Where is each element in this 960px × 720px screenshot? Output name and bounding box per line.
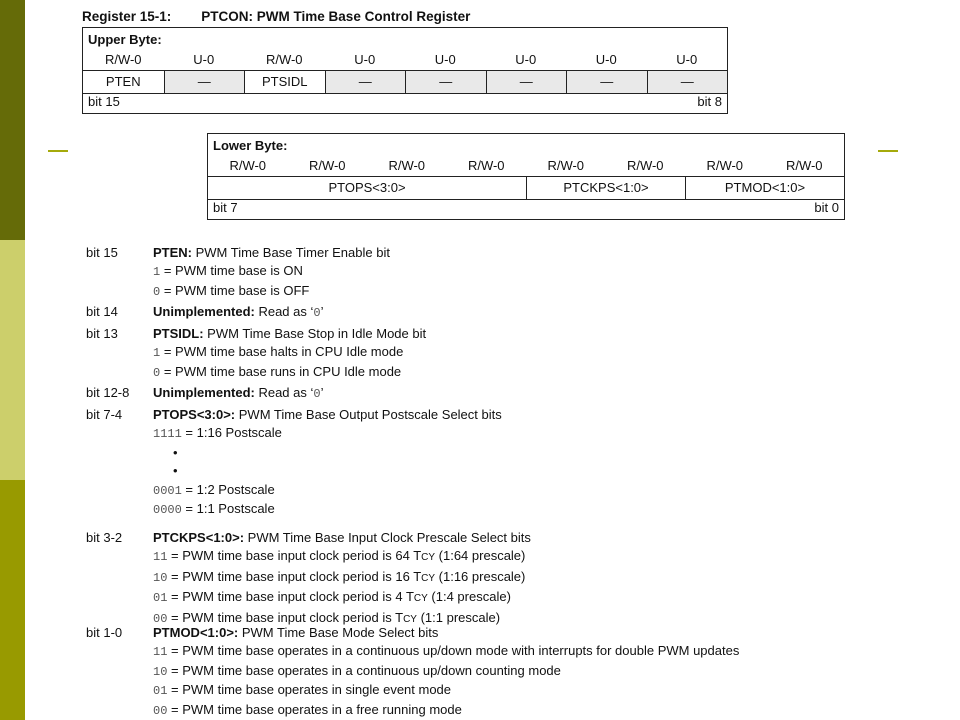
bit-code: 00 — [153, 611, 168, 626]
bit-value-text: = PWM time base input clock period is T — [167, 609, 404, 625]
bit-field-desc: Read as ‘ — [254, 385, 314, 400]
bit-code: 10 — [153, 570, 168, 585]
bit-value-line — [153, 343, 426, 362]
bit-code: 0 — [153, 365, 161, 380]
upper-access-cell: U-0 — [434, 52, 456, 67]
upper-access-cell: R/W-0 — [265, 52, 303, 67]
bit-text — [153, 624, 739, 720]
bit-value-text: = PWM time base halts in CPU Idle mode — [160, 344, 404, 360]
bit-tail: ’ — [320, 304, 324, 319]
bit-field-name: PTOPS<3:0>: — [153, 407, 236, 422]
bit-value-line — [153, 588, 531, 608]
lower-field-cell: PTOPS<3:0> — [328, 180, 406, 195]
tcy-subscript: CY — [421, 552, 436, 564]
bit-field-desc: Read as ‘ — [254, 304, 314, 319]
bit-heading — [153, 303, 323, 322]
bit-code: 11 — [153, 645, 168, 660]
upper-field-cell: PTSIDL — [244, 71, 325, 93]
upper-access-cell: U-0 — [676, 52, 698, 67]
bit-tail: ’ — [320, 385, 324, 400]
lower-access-cell: R/W-0 — [467, 158, 505, 173]
bit-text — [153, 325, 426, 382]
upper-bits-row — [88, 94, 722, 109]
bit-heading — [153, 325, 426, 343]
bit-code: 01 — [153, 684, 168, 699]
bit-field-name: Unimplemented: — [153, 385, 255, 400]
bit-code: 0 — [153, 284, 161, 299]
upper-field-cell: — — [164, 71, 245, 93]
bit-code: 00 — [153, 703, 168, 718]
upper-field-cell: — — [486, 71, 567, 93]
lower-bit-left: bit 7 — [213, 200, 238, 215]
bit-heading — [153, 406, 502, 424]
bit-value-after: (1:64 prescale) — [435, 548, 526, 564]
bit-value-text: = PWM time base input clock period is 64 T — [167, 548, 422, 564]
bit-number: bit 15 — [86, 245, 118, 260]
upper-bit-right: bit 8 — [697, 94, 722, 109]
lower-byte-label: Lower Byte: — [213, 138, 288, 153]
bit-number: bit 12-8 — [86, 385, 130, 400]
bit-value-line — [153, 701, 739, 720]
bit-text — [153, 303, 323, 322]
side-bar-bottom — [0, 480, 25, 720]
bit-value-line — [153, 681, 739, 700]
bit-value-text: = 1:16 Postscale — [181, 425, 282, 441]
bit-value-after: (1:16 prescale) — [435, 568, 526, 584]
bit-value-line — [153, 500, 502, 519]
bit-value-line — [153, 363, 426, 382]
bit-number: bit 1-0 — [86, 625, 123, 640]
upper-bit-left: bit 15 — [88, 94, 120, 109]
upper-field-cell: — — [325, 71, 406, 93]
bit-field-name: Unimplemented: — [153, 304, 255, 319]
bit-number: bit 7-4 — [86, 407, 123, 422]
side-bar-middle — [0, 240, 25, 480]
register-name: PTCON: PWM Time Base Control Register — [201, 9, 471, 24]
bit-code: 11 — [153, 550, 168, 565]
bit-field-desc: PWM Time Base Input Clock Prescale Select bits — [244, 530, 531, 545]
bit-value-line — [153, 262, 390, 281]
lower-field-cell: PTMOD<1:0> — [685, 177, 844, 199]
upper-access-cell: U-0 — [515, 52, 537, 67]
upper-field-cell: — — [405, 71, 486, 93]
upper-access-cell: U-0 — [354, 52, 376, 67]
bit-value-text: = PWM time base is OFF — [160, 282, 310, 298]
bit-value-line — [153, 662, 739, 681]
bit-field-name: PTSIDL: — [153, 326, 204, 341]
bit-code: 0001 — [153, 483, 182, 498]
lower-access-row — [208, 158, 844, 176]
bit-field-name: PTEN: — [153, 245, 192, 260]
upper-field-cell: — — [566, 71, 647, 93]
accent-line-left — [48, 150, 68, 152]
bit-value-line — [153, 642, 739, 661]
bit-value-text: = 1:2 Postscale — [181, 481, 275, 497]
upper-field-row — [82, 70, 728, 94]
bit-text — [153, 384, 323, 403]
bit-value-text: = PWM time base is ON — [160, 263, 303, 279]
bit-text — [153, 406, 502, 519]
tcy-subscript: CY — [413, 593, 428, 605]
upper-field-cell: — — [647, 71, 728, 93]
bit-value-text: = PWM time base operates in single event mode — [167, 682, 452, 698]
tcy-subscript: CY — [403, 613, 417, 625]
bit-text — [153, 244, 390, 301]
bit-field-desc: PWM Time Base Output Postscale Select bits — [235, 407, 502, 422]
lower-access-cell: R/W-0 — [547, 158, 585, 173]
lower-access-cell: R/W-0 — [229, 158, 267, 173]
bit-value-after: (1:4 prescale) — [427, 589, 511, 605]
accent-line-right — [878, 150, 898, 152]
bit-field-desc: PWM Time Base Timer Enable bit — [192, 245, 390, 260]
bit-code: 0000 — [153, 503, 182, 518]
bit-code: 1 — [153, 265, 161, 280]
bit-value-text: = 1:1 Postscale — [181, 501, 275, 517]
upper-field-cell: PTEN — [105, 74, 141, 89]
bit-heading — [153, 529, 531, 547]
upper-byte-label: Upper Byte: — [88, 32, 162, 47]
lower-field-cell: PTCKPS<1:0> — [526, 177, 685, 199]
upper-access-row — [83, 52, 727, 70]
bit-number: bit 3-2 — [86, 530, 123, 545]
bit-value-text: = PWM time base input clock period is 4 T — [167, 589, 414, 605]
upper-access-cell: U-0 — [193, 52, 215, 67]
bit-code: 10 — [153, 664, 168, 679]
register-title — [82, 9, 470, 24]
bit-value-line — [153, 481, 502, 500]
lower-access-cell: R/W-0 — [706, 158, 744, 173]
bit-code: 0 — [313, 306, 321, 320]
bit-value-text: = PWM time base operates in a continuous up/down mode with interrupts for double PWM updates — [167, 643, 740, 659]
tcy-subscript: CY — [421, 572, 436, 584]
lower-access-cell: R/W-0 — [308, 158, 346, 173]
lower-access-cell: R/W-0 — [388, 158, 426, 173]
lower-bit-right: bit 0 — [814, 200, 839, 215]
bit-code: 1111 — [153, 427, 182, 442]
bullet-point: • — [173, 463, 178, 479]
bit-value-text: = PWM time base runs in CPU Idle mode — [160, 363, 402, 379]
lower-access-cell: R/W-0 — [785, 158, 823, 173]
bit-heading — [153, 624, 739, 642]
bit-field-name: PTCKPS<1:0>: — [153, 530, 245, 545]
bit-value-text: = PWM time base operates in a free running mode — [167, 701, 462, 717]
bit-code: 01 — [153, 591, 168, 606]
bit-code: 0 — [313, 387, 321, 401]
bit-value-line — [153, 568, 531, 588]
upper-access-cell: U-0 — [595, 52, 617, 67]
side-bar-top — [0, 0, 25, 240]
lower-bits-row — [213, 200, 839, 215]
bit-value-line — [153, 424, 502, 443]
bit-text — [153, 529, 531, 629]
bit-code: 1 — [153, 346, 161, 361]
bit-field-desc: PWM Time Base Mode Select bits — [238, 625, 439, 640]
bit-value-line — [153, 547, 531, 567]
bit-field-name: PTMOD<1:0>: — [153, 625, 239, 640]
bullet-point: • — [173, 444, 178, 460]
bit-field-desc: PWM Time Base Stop in Idle Mode bit — [203, 326, 427, 341]
bit-number: bit 14 — [86, 304, 118, 319]
bit-value-text: = PWM time base input clock period is 16 T — [167, 568, 422, 584]
bit-value-after: (1:1 prescale) — [416, 609, 501, 625]
bit-heading — [153, 384, 323, 403]
register-label: Register 15-1: — [82, 9, 172, 24]
upper-byte-box — [82, 27, 728, 114]
bit-number: bit 13 — [86, 326, 118, 341]
upper-access-cell: R/W-0 — [104, 52, 142, 67]
bit-heading — [153, 244, 390, 262]
lower-access-cell: R/W-0 — [626, 158, 664, 173]
lower-field-row — [207, 176, 845, 200]
bit-value-text: = PWM time base operates in a continuous up/down counting mode — [167, 662, 561, 678]
bit-value-line — [153, 282, 390, 301]
lower-byte-box — [207, 133, 845, 220]
